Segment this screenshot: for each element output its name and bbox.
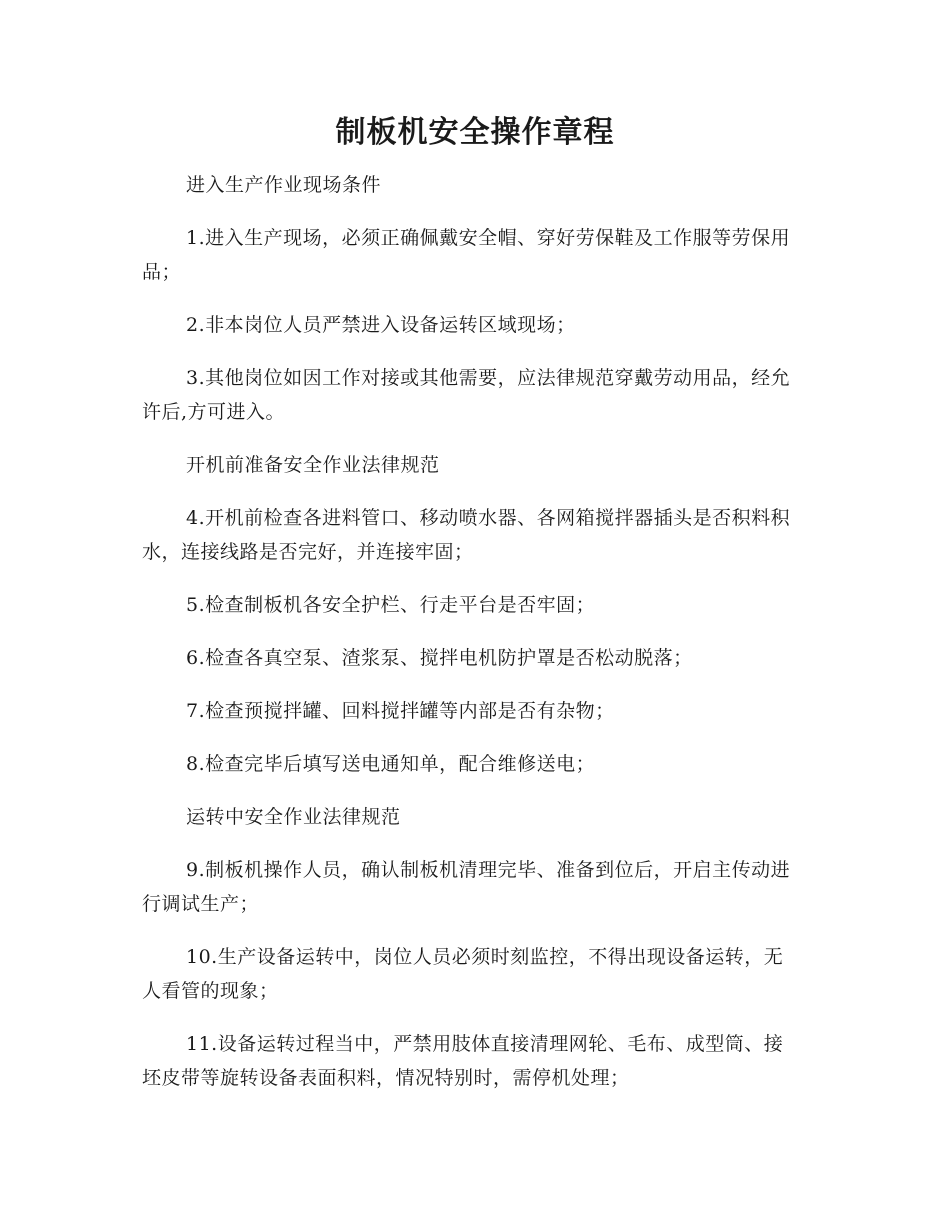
section-heading-in-operation: 运转中安全作业法律规范	[186, 806, 401, 828]
rule-item-10: 10.生产设备运转中，岗位人员必须时刻监控，不得出现设备运转，无人看管的现象；	[142, 946, 784, 1002]
rule-item-5: 5.检查制板机各安全护栏、行走平台是否牢固；	[186, 594, 596, 616]
section-heading-pre-start: 开机前准备安全作业法律规范	[186, 454, 440, 476]
section-heading-entry-conditions: 进入生产作业现场条件	[186, 174, 382, 196]
rule-item-3: 3.其他岗位如因工作对接或其他需要，应法律规范穿戴劳动用品，经允许后,方可进入。	[142, 367, 791, 423]
rule-item-4: 4.开机前检查各进料管口、移动喷水器、各网箱搅拌器插头是否积料积水，连接线路是否完好，并连接牢固；	[142, 507, 791, 563]
rule-item-8: 8.检查完毕后填写送电通知单，配合维修送电；	[186, 753, 596, 775]
rule-item-7: 7.检查预搅拌罐、回料搅拌罐等内部是否有杂物；	[186, 700, 615, 722]
rule-item-1: 1.进入生产现场，必须正确佩戴安全帽、穿好劳保鞋及工作服等劳保用品；	[142, 227, 791, 283]
document-title: 制板机安全操作章程	[335, 115, 615, 150]
document-body	[142, 168, 802, 1114]
rule-item-11: 11.设备运转过程当中，严禁用肢体直接清理网轮、毛布、成型筒、接坯皮带等旋转设备表面积料，情况特别时，需停机处理；	[142, 1033, 784, 1089]
rule-item-9: 9.制板机操作人员，确认制板机清理完毕、准备到位后，开启主传动进行调试生产；	[142, 859, 791, 915]
rule-item-6: 6.检查各真空泵、渣浆泵、搅拌电机防护罩是否松动脱落；	[186, 647, 693, 669]
rule-item-2: 2.非本岗位人员严禁进入设备运转区域现场；	[186, 314, 576, 336]
